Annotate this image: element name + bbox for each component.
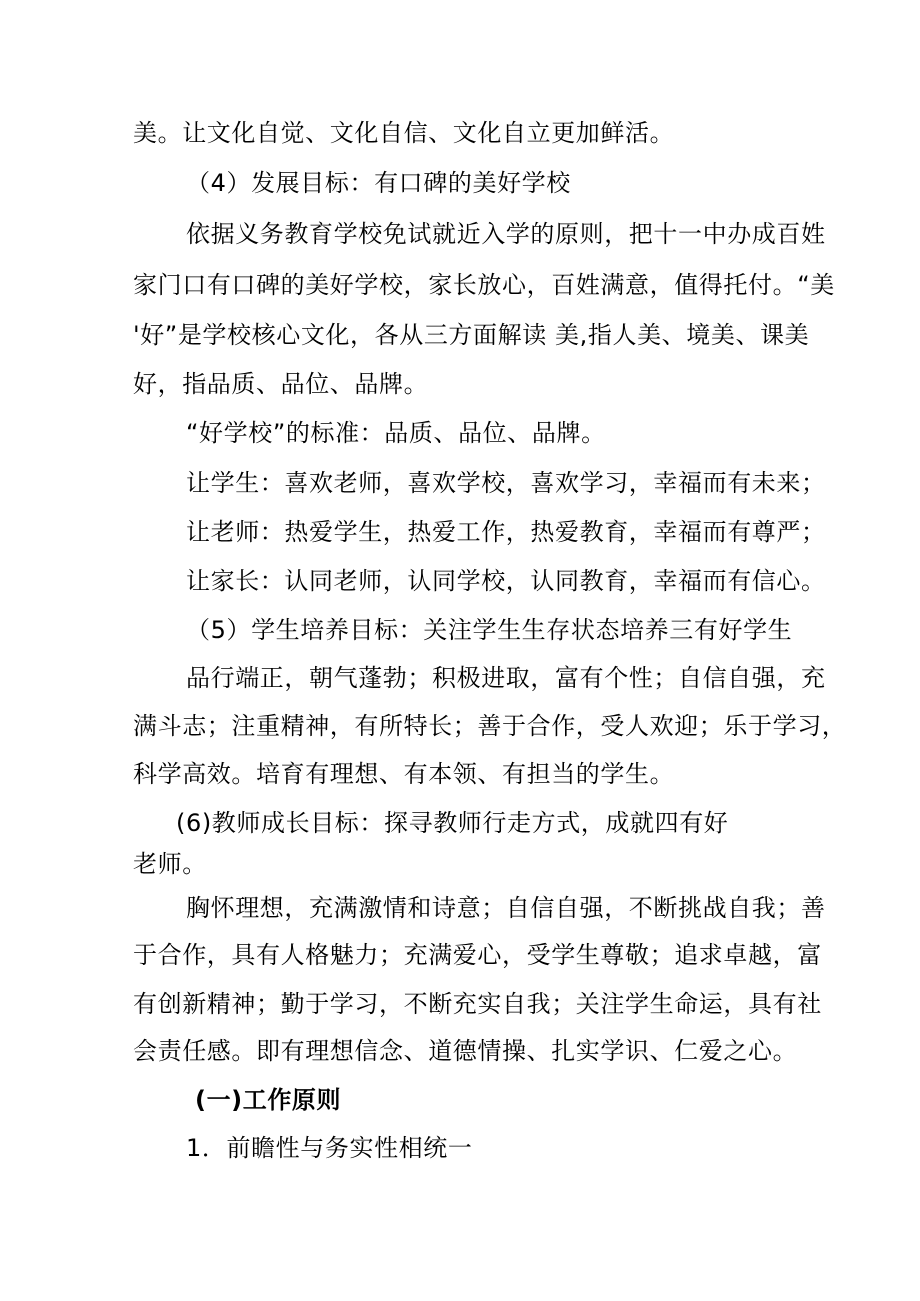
paragraph-line: 品行端正，朝气蓬勃；积极进取，富有个性；自信自强，充 [186, 664, 826, 692]
paragraph-line: '好”是学校核心文化，各从三方面解读 美,指人美、境美、课美 [133, 321, 810, 349]
paragraph-line: “好学校”的标准：品质、品位、品牌。 [186, 419, 606, 447]
paragraph-line: 老师。 [133, 850, 207, 878]
paragraph-line: 美。让文化自觉、文化自信、文化自立更加鲜活。 [133, 119, 675, 147]
paragraph-line: 于合作，具有人格魅力；充满爱心，受学生尊敬；追求卓越，富 [133, 941, 822, 969]
paragraph-line: 会责任感。即有理想信念、道德情操、扎实学识、仁爱之心。 [133, 1037, 798, 1065]
paragraph-line: 让学生：喜欢老师，喜欢学校，喜欢学习，幸福而有未来； [186, 469, 826, 497]
paragraph-line: 满斗志；注重精神，有所特长；善于合作，受人欢迎；乐于学习， [133, 712, 847, 740]
section-heading-5: （5）学生培养目标：关注学生生存状态培养三有好学生 [186, 616, 793, 644]
paragraph-line: 家门口有口碑的美好学校，家长放心，百姓满意，值得托付。“美 [133, 271, 835, 299]
paragraph-line: 科学高效。培育有理想、有本领、有担当的学生。 [133, 760, 675, 788]
paragraph-line: 让家长：认同老师，认同学校，认同教育，幸福而有信心。 [186, 567, 826, 595]
numbered-item: 1．前瞻性与务实性相统一 [186, 1134, 473, 1162]
paragraph-line: 胸怀理想，充满激情和诗意；自信自强，不断挑战自我；善 [186, 894, 826, 922]
paragraph-line: 依据义务教育学校免试就近入学的原则，把十一中办成百姓 [186, 220, 826, 248]
section-heading-principles: (一)工作原则 [195, 1086, 342, 1114]
section-heading-4: （4）发展目标：有口碑的美好学校 [186, 169, 571, 197]
section-heading-6: (6)教师成长目标：探寻教师行走方式，成就四有好 [176, 809, 729, 837]
paragraph-line: 有创新精神；勤于学习，不断充实自我；关注学生命运，具有社 [133, 990, 822, 1018]
paragraph-line: 让老师：热爱学生，热爱工作，热爱教育，幸福而有尊严； [186, 518, 826, 546]
paragraph-line: 好，指品质、品位、品牌。 [133, 370, 429, 398]
